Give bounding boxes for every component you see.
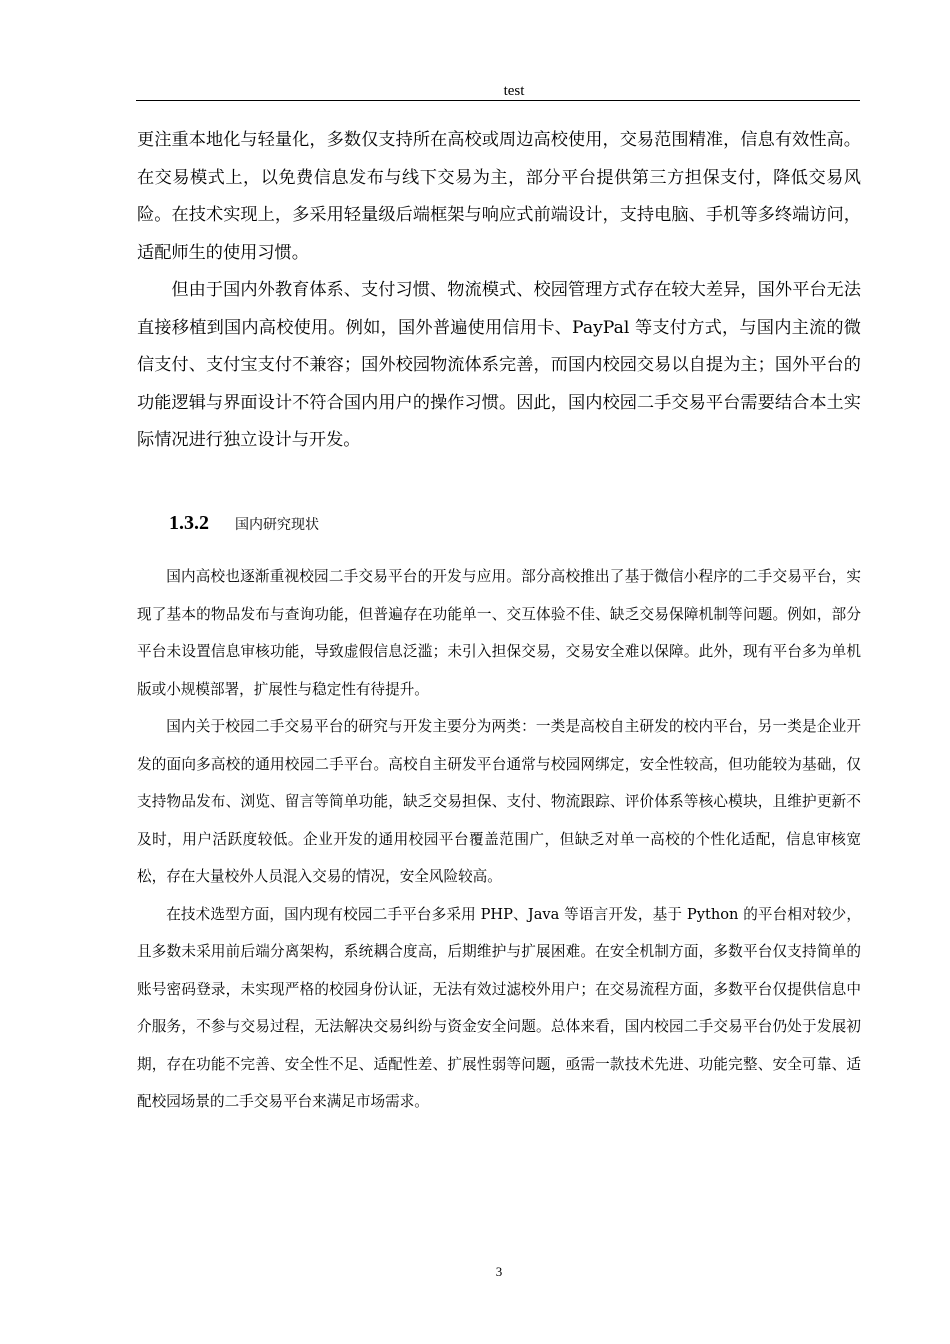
domestic-paragraph-categories: 国内关于校园二手交易平台的研究与开发主要分为两类：一类是高校自主研发的校内平台，另一类是企业开发的面向多高校的通用校园二手平台。高校自主研发平台通常与校园网绑定，安全性较高，但功能较为基础，仅支持物品发布、浏览、留言等简单功能，缺乏交易担保、支付、物流跟踪、评价体系等核心模块，且维护更新不及时，用户活跃度较低。企业开发的通用校园平台覆盖范围广，但缺乏对单一高校的个性化适配，信息审核宽松，存在大量校外人员混入交易的情况，安全风险较高。 [137,718,861,885]
intro-paragraph-foreign-differences: 但由于国内外教育体系、支付习惯、物流模式、校园管理方式存在较大差异，国外平台无法直接移植到国内高校使用。例如，国外普遍使用信用卡、PayPal 等支付方式，与国内主流的微信支付、支付宝支付不兼容；国外校园物流体系完善，而国内校园交易以自提为主；国外平台的功能逻辑与界面设计不符合国内用户的操作习惯。因此，国内校园二手交易平台需要结合本土实际情况进行独立设计与开发。 [137,280,861,450]
page-number: 3 [495,1264,503,1279]
section-heading [169,512,319,536]
domestic-paragraph-technology: 在技术选型方面，国内现有校园二手平台多采用 PHP、Java 等语言开发，基于 Python 的平台相对较少，且多数未采用前后端分离架构，系统耦合度高，后期维护与扩展困难。在安全机制方面，多数平台仅支持简单的账号密码登录，未实现严格的校园身份认证，无法有效过滤校外用户；在交易流程方面，多数平台仅提供信息中介服务，不参与交易过程，无法解决交易纠纷与资金安全问题。总体来看，国内校园二手交易平台仍处于发展初期，存在功能不完善、安全性不足、适配性差、扩展性弱等问题，亟需一款技术先进、功能完整、安全可靠、适配校园场景的二手交易平台来满足市场需求。 [137,905,861,1110]
header-rule [136,100,860,101]
running-header: test [503,83,525,99]
intro-text-block [137,122,861,460]
domestic-paragraph-overview: 国内高校也逐渐重视校园二手交易平台的开发与应用。部分高校推出了基于微信小程序的二手交易平台，实现了基本的物品发布与查询功能，但普遍存在功能单一、交互体验不佳、缺乏交易保障机制等问题。例如，部分平台未设置信息审核功能，导致虚假信息泛滥；未引入担保交易，交易安全难以保障。此外，现有平台多为单机版或小规模部署，扩展性与稳定性有待提升。 [137,568,861,698]
section-title: 国内研究现状 [235,517,319,533]
intro-paragraph-continued: 更注重本地化与轻量化，多数仅支持所在高校或周边高校使用，交易范围精准，信息有效性高。在交易模式上，以免费信息发布与线下交易为主，部分平台提供第三方担保支付，降低交易风险。在技术实现上，多采用轻量级后端框架与响应式前端设计，支持电脑、手机等多终端访问，适配师生的使用习惯。 [137,130,861,263]
section-number: 1.3.2 [169,512,209,534]
section-text-block [137,558,861,1121]
